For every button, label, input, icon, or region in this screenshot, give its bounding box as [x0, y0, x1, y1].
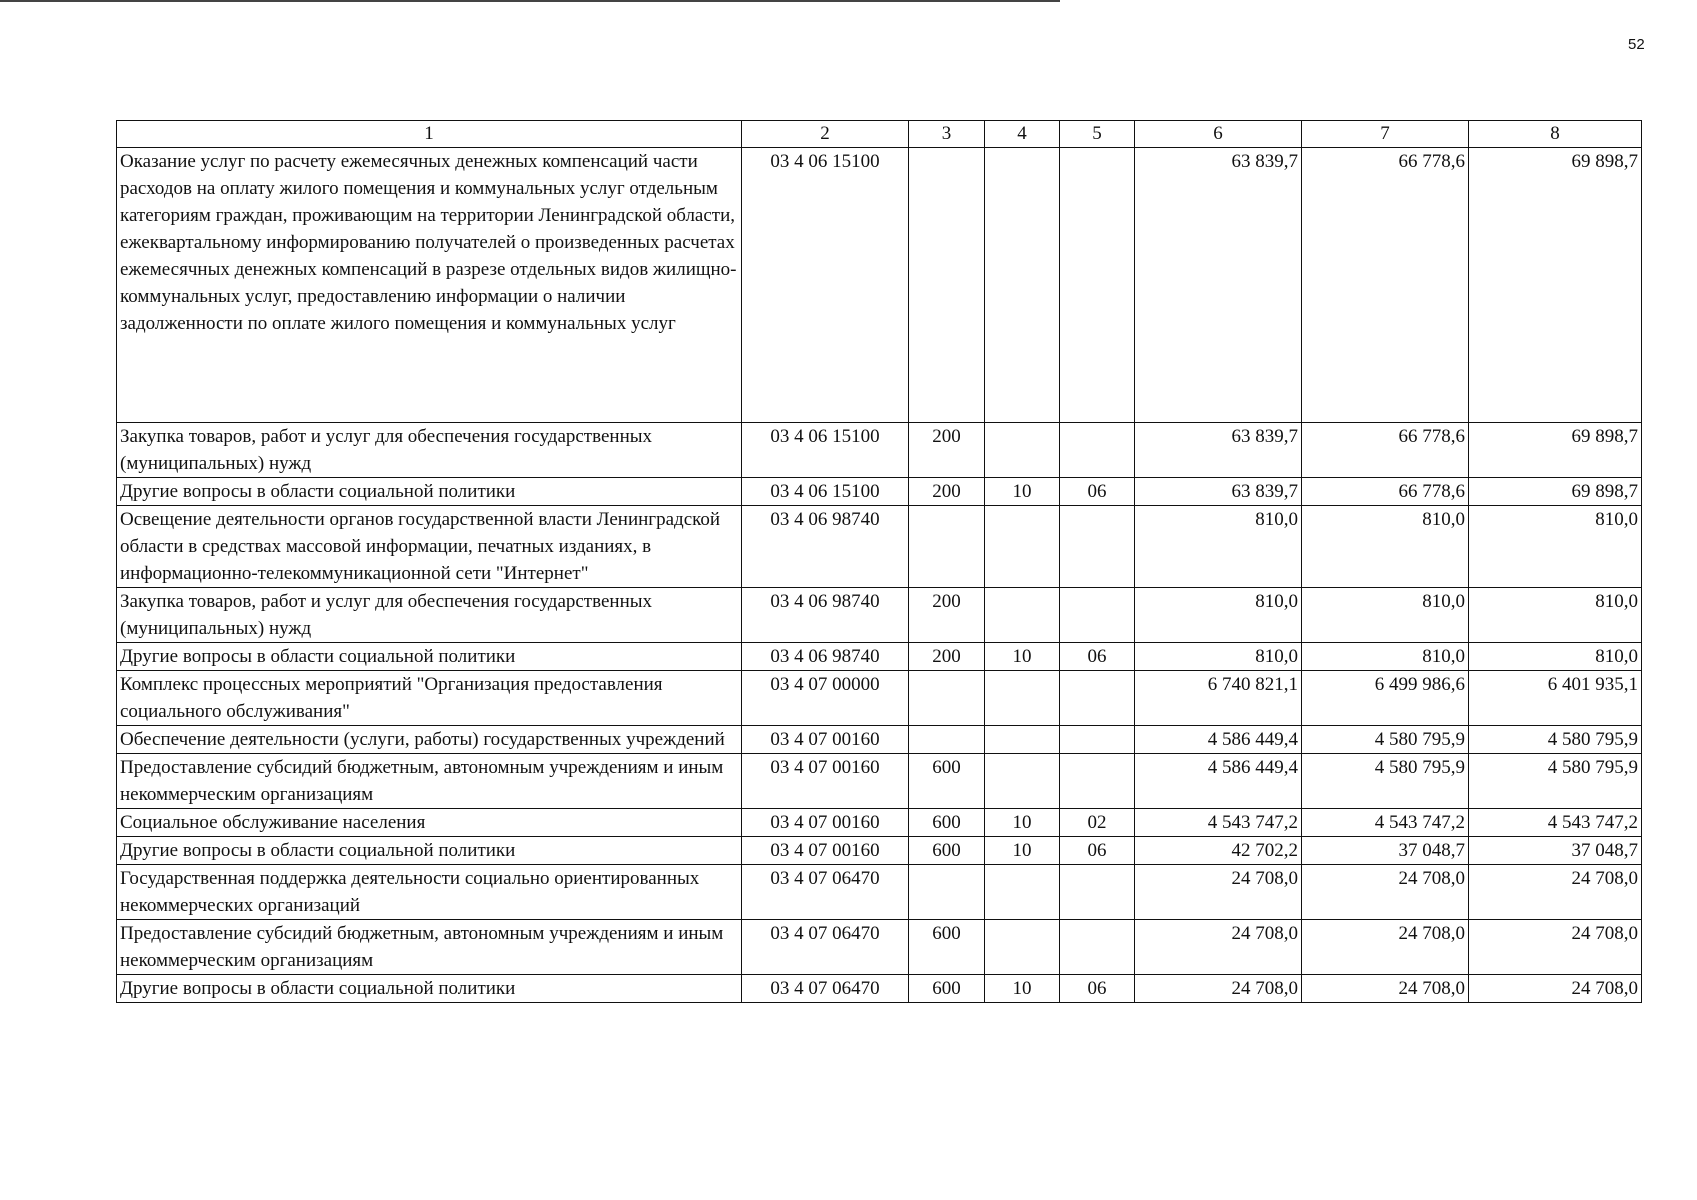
table-row [117, 506, 1642, 588]
table-row [117, 865, 1642, 920]
budget-table [116, 120, 1642, 1003]
amount-col6: 24 708,0 [1135, 920, 1302, 975]
amount-col6: 6 740 821,1 [1135, 671, 1302, 726]
target-article-code: 03 4 07 00000 [742, 671, 909, 726]
target-article-code: 03 4 07 00160 [742, 809, 909, 837]
column-header: 7 [1302, 121, 1469, 148]
amount-col8: 24 708,0 [1469, 975, 1642, 1003]
amount-col8: 810,0 [1469, 588, 1642, 643]
column-header: 1 [117, 121, 742, 148]
amount-col8: 810,0 [1469, 643, 1642, 671]
column-header: 5 [1060, 121, 1135, 148]
expense-type: 200 [909, 588, 985, 643]
amount-col7: 24 708,0 [1302, 865, 1469, 920]
row-name: Другие вопросы в области социальной политики [117, 975, 742, 1003]
subsection: 02 [1060, 809, 1135, 837]
target-article-code: 03 4 07 00160 [742, 754, 909, 809]
expense-type: 200 [909, 478, 985, 506]
table-row [117, 588, 1642, 643]
row-name: Предоставление субсидий бюджетным, автономным учреждениям и иным некоммерческим организациям [117, 754, 742, 809]
subsection [1060, 506, 1135, 588]
amount-col6: 4 586 449,4 [1135, 754, 1302, 809]
amount-col6: 42 702,2 [1135, 837, 1302, 865]
amount-col7: 66 778,6 [1302, 478, 1469, 506]
section: 10 [985, 975, 1060, 1003]
amount-col6: 63 839,7 [1135, 423, 1302, 478]
table-row [117, 726, 1642, 754]
amount-col8: 6 401 935,1 [1469, 671, 1642, 726]
subsection [1060, 726, 1135, 754]
section [985, 754, 1060, 809]
subsection: 06 [1060, 478, 1135, 506]
row-name: Предоставление субсидий бюджетным, автономным учреждениям и иным некоммерческим организациям [117, 920, 742, 975]
amount-col6: 810,0 [1135, 506, 1302, 588]
amount-col8: 810,0 [1469, 506, 1642, 588]
expense-type: 600 [909, 809, 985, 837]
row-name: Закупка товаров, работ и услуг для обеспечения государственных (муниципальных) нужд [117, 423, 742, 478]
subsection: 06 [1060, 837, 1135, 865]
table-row [117, 478, 1642, 506]
amount-col7: 4 543 747,2 [1302, 809, 1469, 837]
amount-col6: 24 708,0 [1135, 975, 1302, 1003]
table-row [117, 809, 1642, 837]
subsection [1060, 865, 1135, 920]
amount-col6: 810,0 [1135, 588, 1302, 643]
row-name: Закупка товаров, работ и услуг для обеспечения государственных (муниципальных) нужд [117, 588, 742, 643]
amount-col7: 66 778,6 [1302, 148, 1469, 423]
amount-col6: 24 708,0 [1135, 865, 1302, 920]
target-article-code: 03 4 06 15100 [742, 423, 909, 478]
section: 10 [985, 837, 1060, 865]
amount-col7: 4 580 795,9 [1302, 754, 1469, 809]
amount-col6: 4 586 449,4 [1135, 726, 1302, 754]
target-article-code: 03 4 06 98740 [742, 588, 909, 643]
amount-col7: 810,0 [1302, 506, 1469, 588]
target-article-code: 03 4 06 98740 [742, 643, 909, 671]
section [985, 588, 1060, 643]
amount-col7: 24 708,0 [1302, 975, 1469, 1003]
subsection: 06 [1060, 643, 1135, 671]
section: 10 [985, 478, 1060, 506]
expense-type [909, 506, 985, 588]
section [985, 726, 1060, 754]
table-row [117, 671, 1642, 726]
row-name: Социальное обслуживание населения [117, 809, 742, 837]
subsection [1060, 148, 1135, 423]
target-article-code: 03 4 06 98740 [742, 506, 909, 588]
amount-col8: 24 708,0 [1469, 920, 1642, 975]
row-name: Оказание услуг по расчету ежемесячных денежных компенсаций части расходов на оплату жилого помещения и коммунальных услуг отдельным категориям граждан, проживающим на территории Ленинградской области, ежеквартальному информированию получателей о произведенных расчетах ежемесячных денежных компенсаций в разрезе отдельных видов жилищно-коммунальных услуг, предоставлению информации о наличии задолженности по оплате жилого помещения и коммунальных услуг [117, 148, 742, 423]
amount-col7: 24 708,0 [1302, 920, 1469, 975]
expense-type: 200 [909, 423, 985, 478]
expense-type [909, 726, 985, 754]
expense-type: 600 [909, 975, 985, 1003]
table-row [117, 643, 1642, 671]
amount-col8: 37 048,7 [1469, 837, 1642, 865]
amount-col8: 69 898,7 [1469, 423, 1642, 478]
row-name: Освещение деятельности органов государственной власти Ленинградской области в средствах массовой информации, печатных изданиях, в информационно-телекоммуникационной сети "Интернет" [117, 506, 742, 588]
amount-col6: 810,0 [1135, 643, 1302, 671]
row-name: Государственная поддержка деятельности социально ориентированных некоммерческих организаций [117, 865, 742, 920]
table-row [117, 423, 1642, 478]
target-article-code: 03 4 06 15100 [742, 478, 909, 506]
amount-col8: 4 580 795,9 [1469, 754, 1642, 809]
table-row [117, 975, 1642, 1003]
column-header: 3 [909, 121, 985, 148]
amount-col6: 63 839,7 [1135, 148, 1302, 423]
expense-type: 200 [909, 643, 985, 671]
section [985, 865, 1060, 920]
column-header: 2 [742, 121, 909, 148]
page-number: 52 [1628, 36, 1645, 53]
table-row [117, 754, 1642, 809]
amount-col7: 810,0 [1302, 643, 1469, 671]
row-name: Другие вопросы в области социальной политики [117, 643, 742, 671]
row-name: Другие вопросы в области социальной политики [117, 478, 742, 506]
amount-col7: 37 048,7 [1302, 837, 1469, 865]
subsection [1060, 754, 1135, 809]
expense-type [909, 671, 985, 726]
amount-col7: 4 580 795,9 [1302, 726, 1469, 754]
subsection [1060, 588, 1135, 643]
subsection: 06 [1060, 975, 1135, 1003]
expense-type [909, 148, 985, 423]
section: 10 [985, 809, 1060, 837]
section [985, 671, 1060, 726]
target-article-code: 03 4 07 00160 [742, 726, 909, 754]
section [985, 423, 1060, 478]
amount-col8: 69 898,7 [1469, 148, 1642, 423]
amount-col8: 4 543 747,2 [1469, 809, 1642, 837]
amount-col7: 810,0 [1302, 588, 1469, 643]
subsection [1060, 920, 1135, 975]
scan-edge-line [0, 0, 1060, 2]
expense-type: 600 [909, 837, 985, 865]
target-article-code: 03 4 07 06470 [742, 975, 909, 1003]
target-article-code: 03 4 07 06470 [742, 865, 909, 920]
target-article-code: 03 4 06 15100 [742, 148, 909, 423]
amount-col8: 69 898,7 [1469, 478, 1642, 506]
table-row [117, 148, 1642, 423]
table-row [117, 837, 1642, 865]
section [985, 920, 1060, 975]
column-header: 6 [1135, 121, 1302, 148]
row-name: Комплекс процессных мероприятий "Организация предоставления социального обслуживания" [117, 671, 742, 726]
target-article-code: 03 4 07 00160 [742, 837, 909, 865]
expense-type [909, 865, 985, 920]
target-article-code: 03 4 07 06470 [742, 920, 909, 975]
subsection [1060, 671, 1135, 726]
expense-type: 600 [909, 754, 985, 809]
section: 10 [985, 643, 1060, 671]
amount-col6: 4 543 747,2 [1135, 809, 1302, 837]
section [985, 148, 1060, 423]
expense-type: 600 [909, 920, 985, 975]
row-name: Обеспечение деятельности (услуги, работы) государственных учреждений [117, 726, 742, 754]
column-header: 8 [1469, 121, 1642, 148]
amount-col6: 63 839,7 [1135, 478, 1302, 506]
amount-col7: 66 778,6 [1302, 423, 1469, 478]
amount-col8: 4 580 795,9 [1469, 726, 1642, 754]
table-row [117, 920, 1642, 975]
subsection [1060, 423, 1135, 478]
header-row [117, 121, 1642, 148]
amount-col7: 6 499 986,6 [1302, 671, 1469, 726]
column-header: 4 [985, 121, 1060, 148]
amount-col8: 24 708,0 [1469, 865, 1642, 920]
row-name: Другие вопросы в области социальной политики [117, 837, 742, 865]
section [985, 506, 1060, 588]
